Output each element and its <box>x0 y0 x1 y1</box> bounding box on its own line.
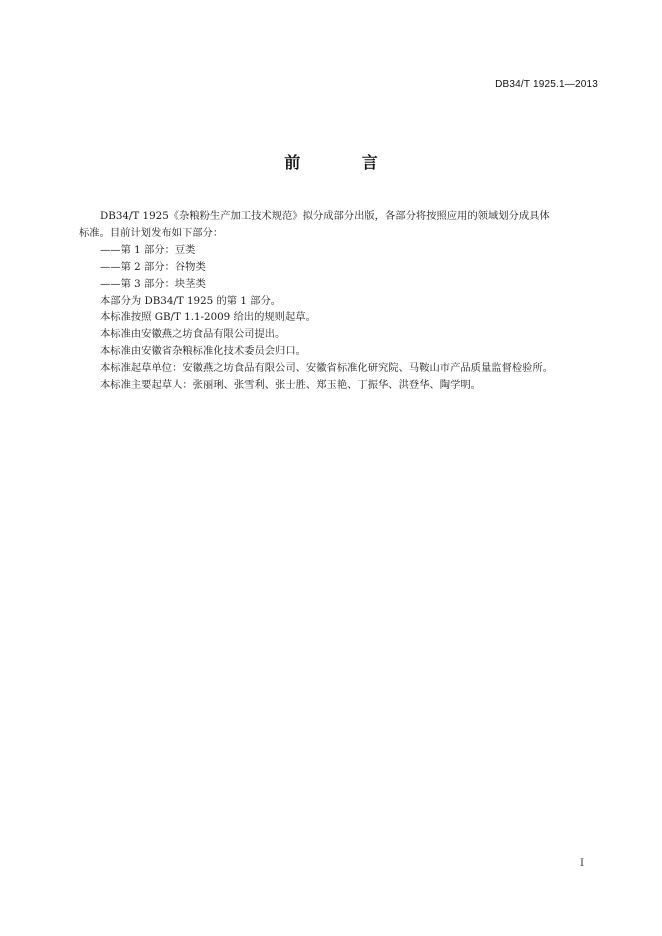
foreword-body <box>79 208 601 394</box>
part-list-item-3: ——第 3 部分：块茎类 <box>100 277 206 290</box>
paragraph-drafting-rules: 本标准按照 GB/T 1.1-2009 给出的规则起草。 <box>100 311 316 324</box>
intro-line-1: DB34/T 1925《杂粮粉生产加工技术规范》拟分成部分出版，各部分将按照应用的领域划分成具体 <box>100 210 550 222</box>
paragraph-centralized-by: 本标准由安徽省杂粮标准化技术委员会归口。 <box>100 345 306 358</box>
intro-line-2: 标准。目前计划发布如下部分： <box>79 226 224 239</box>
page-number: I <box>580 858 584 869</box>
paragraph-part-info: 本部分为 DB34/T 1925 的第 1 部分。 <box>100 294 282 307</box>
page-title: 前 言 <box>284 153 406 172</box>
paragraph-drafting-units: 本标准起草单位：安徽燕之坊食品有限公司、安徽省标准化研究院、马鞍山市产品质量监督检验所。 <box>100 362 554 375</box>
paragraph-drafters: 本标准主要起草人：张丽琍、张雪利、张士胜、郑玉艳、丁振华、洪登华、陶学明。 <box>100 379 481 392</box>
part-list-item-2: ——第 2 部分：谷物类 <box>100 260 206 273</box>
paragraph-proposer: 本标准由安徽燕之坊食品有限公司提出。 <box>100 328 286 341</box>
document-code: DB34/T 1925.1—2013 <box>495 79 598 90</box>
part-list-item-1: ——第 1 部分：豆类 <box>100 243 196 256</box>
